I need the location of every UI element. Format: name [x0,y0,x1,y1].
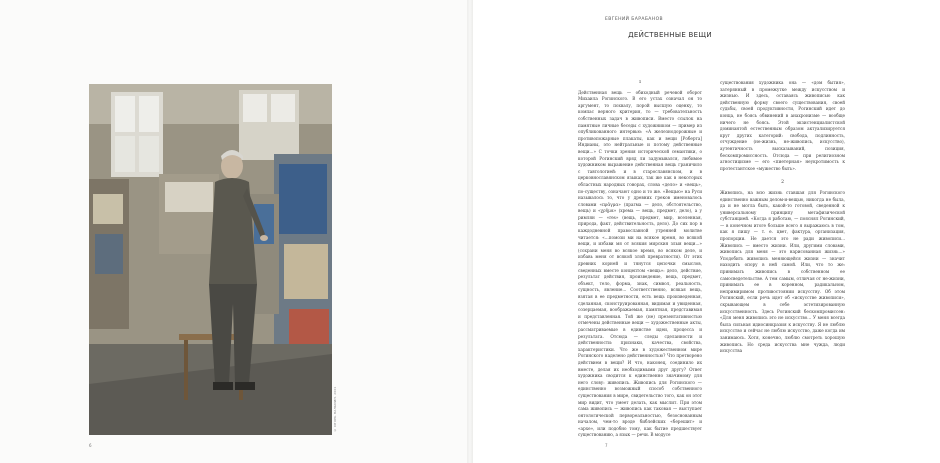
text-column-2 [720,80,845,440]
section-1-text: Действенная вещь — обиходный речевой оборот Михаила Рогинского. В его устах означал он то аргумент, то похвалу, порой высшую оценку, то компас верного критерия, то — требовательность собственных задач в живописи. Вместо ссылок на памятные личные беседы с художником — пример из опубликованного интервью: «А железнодорожные и противопожарные плакаты, как и вещи [Роберта] Индианы, это нейтральные и потому действенные вещи...» С точки зрения исторической семантики, о которой Рогинский вряд ли задумывался, любимое художником выражение действенная вещь граничило с тавтологией: и в старославянском, и в церковнославянском языках, так же как в некоторых областных народных говорах, слова «дело» и «вещь», по-существу, означают одно и то же. «Вещью» на Руси называлось то, что у древних греков именовалось словами «πρᾶγμα» (прагма — дело, обстоятельство, вещь) и «χρῆμα» (хрема — вещь, предмет, дело), а у римлян — «res» (вещь, предмет, мир, вселенная, природа, факт, действительность, дело). До сих пор в каждодневной православной утренней молитве читается: «...помози ми на всякое время, во всякой вещи, и избави мя от всякия мирския злыя вещи...» (сохрани меня во всякое время, во всяком деле, и избавь меня от всякой злой превратности). От этих древних корней и тянутся цепочки смыслов, сведенных вместе концептом «вещь»: дело, действие, результат действия, произведение, вещь, предмет, объект, тело, форма, знак, символ, реальность, сущность, явление... Соответственно, всякая вещь, взятая в ее предметности, есть вещь произведенная, сделанная, сконструированная, видимая и увиденная, созерцаемая, воображаемая, памятная, представимая и представленная. Той же (не) презентативностью отмечены действенные вещи — художественные акты, рассматриваемые в единстве идеи, процесса и результата. Отсюда — следы сделанности и действенности: признаки, качества, свойства, характеристики. Что же в художественном мире Рогинского наделено действенностью? Что претворено действием в вещи? И что, наконец, соединило их вместе, делая их необходимыми друг другу? Ответ художника сводится к единственно значимому для него слову: живопись. Живопись для Рогинского — единственно возможный способ собственного существования в мире, свидетельство того, как он этот мир видит, что умеет делать, как мыслит. При этом сама живопись — живопись как таковая — выступает онтологической первореальностью, безоснованным началом, чем-то вроде библейских «берешит» и «архе», или подобно тому, как бытие предшествует существованию, а язык — речи. В модусе [578,89,702,438]
section-1-continued-text: существования художника она — «дом бытия», затерянный в промежутке между искусством и жизнью. И здесь, оставаясь живописью как действенную форму своего существования, своей судьбы, своей продуктивности, Рогинский идет до конца, не боясь обвинений в анахронизме — вообще ничего не боясь. Этой экзистенциалистской доминантой естественным образом актуализируется круг других категорий: свобода, подлинность, отчуждение (не-жизнь, не-живопись, искусство), аутентичность высказываний, позиция, бескомпромиссность. Отсюда — при религиозном агностицизме — его «пиетерная» неукротимость к протестантское «мужество быть». [720,80,845,171]
book-gutter [467,0,473,463]
section-number-1: 1 [638,80,642,85]
text-column-1 [578,80,702,440]
running-head-author: ЕВГЕНИЙ БАРАБАНОВ [605,17,664,22]
section-number-2: 2 [781,180,784,186]
artist-studio-photo [89,84,332,435]
article-title: ДЕЙСТВЕННЫЕ ВЕЩИ [628,31,712,39]
page-number-left: 6 [89,443,92,448]
page-number-right: 7 [605,443,608,448]
photo-credit: © ИГОРЬ ПАЛЬМИН, 2001 [333,386,337,432]
left-page [0,0,469,463]
section-2-text: Живопись, на всю жизнь ставшая для Рогинского единственно важным делом-и-вещью, никогда не была, да и не могла быть, какой-то готовой, сведенной к универсальному принципу метафизической субстанцией. «Когда я работаю, — пояснял Рогинский, — в конечном итоге больше всего я выражаюсь в том, как я пишу — т. е. цвет, фактура, организация, пропорции. Не дается это не ради живописи... Живопись — вместо жизни. Или, другими словами, живопись для меня — это нарисованная жизнь...» Уподобить живопись меняющейся жизни — значит находить опору в ней самой. Или, что то же: принимать живопись в собственном ее самосведетельстве. А тем самым, отличая от не-жизни, принимать ее в коренном, радикальном, непримиримом противостоянии искусству. Об этом Рогинский, если речь идет об «искусстве живописи», скрывающем в себе эстетизированную искусственность. Здесь Рогинский бескомпромиссен: «Для меня живопись это не искусство... У меня всегда была сильная идиосинкразия к искусству. Я не люблю искусство и сейчас не люблю искусство, даже когда им занимаюсь. Хотя, конечно, люблю смотреть хорошую живопись. Но среда искусства мне чужда, люди искусства [720,189,845,354]
studio-photo-illustration [89,84,332,435]
